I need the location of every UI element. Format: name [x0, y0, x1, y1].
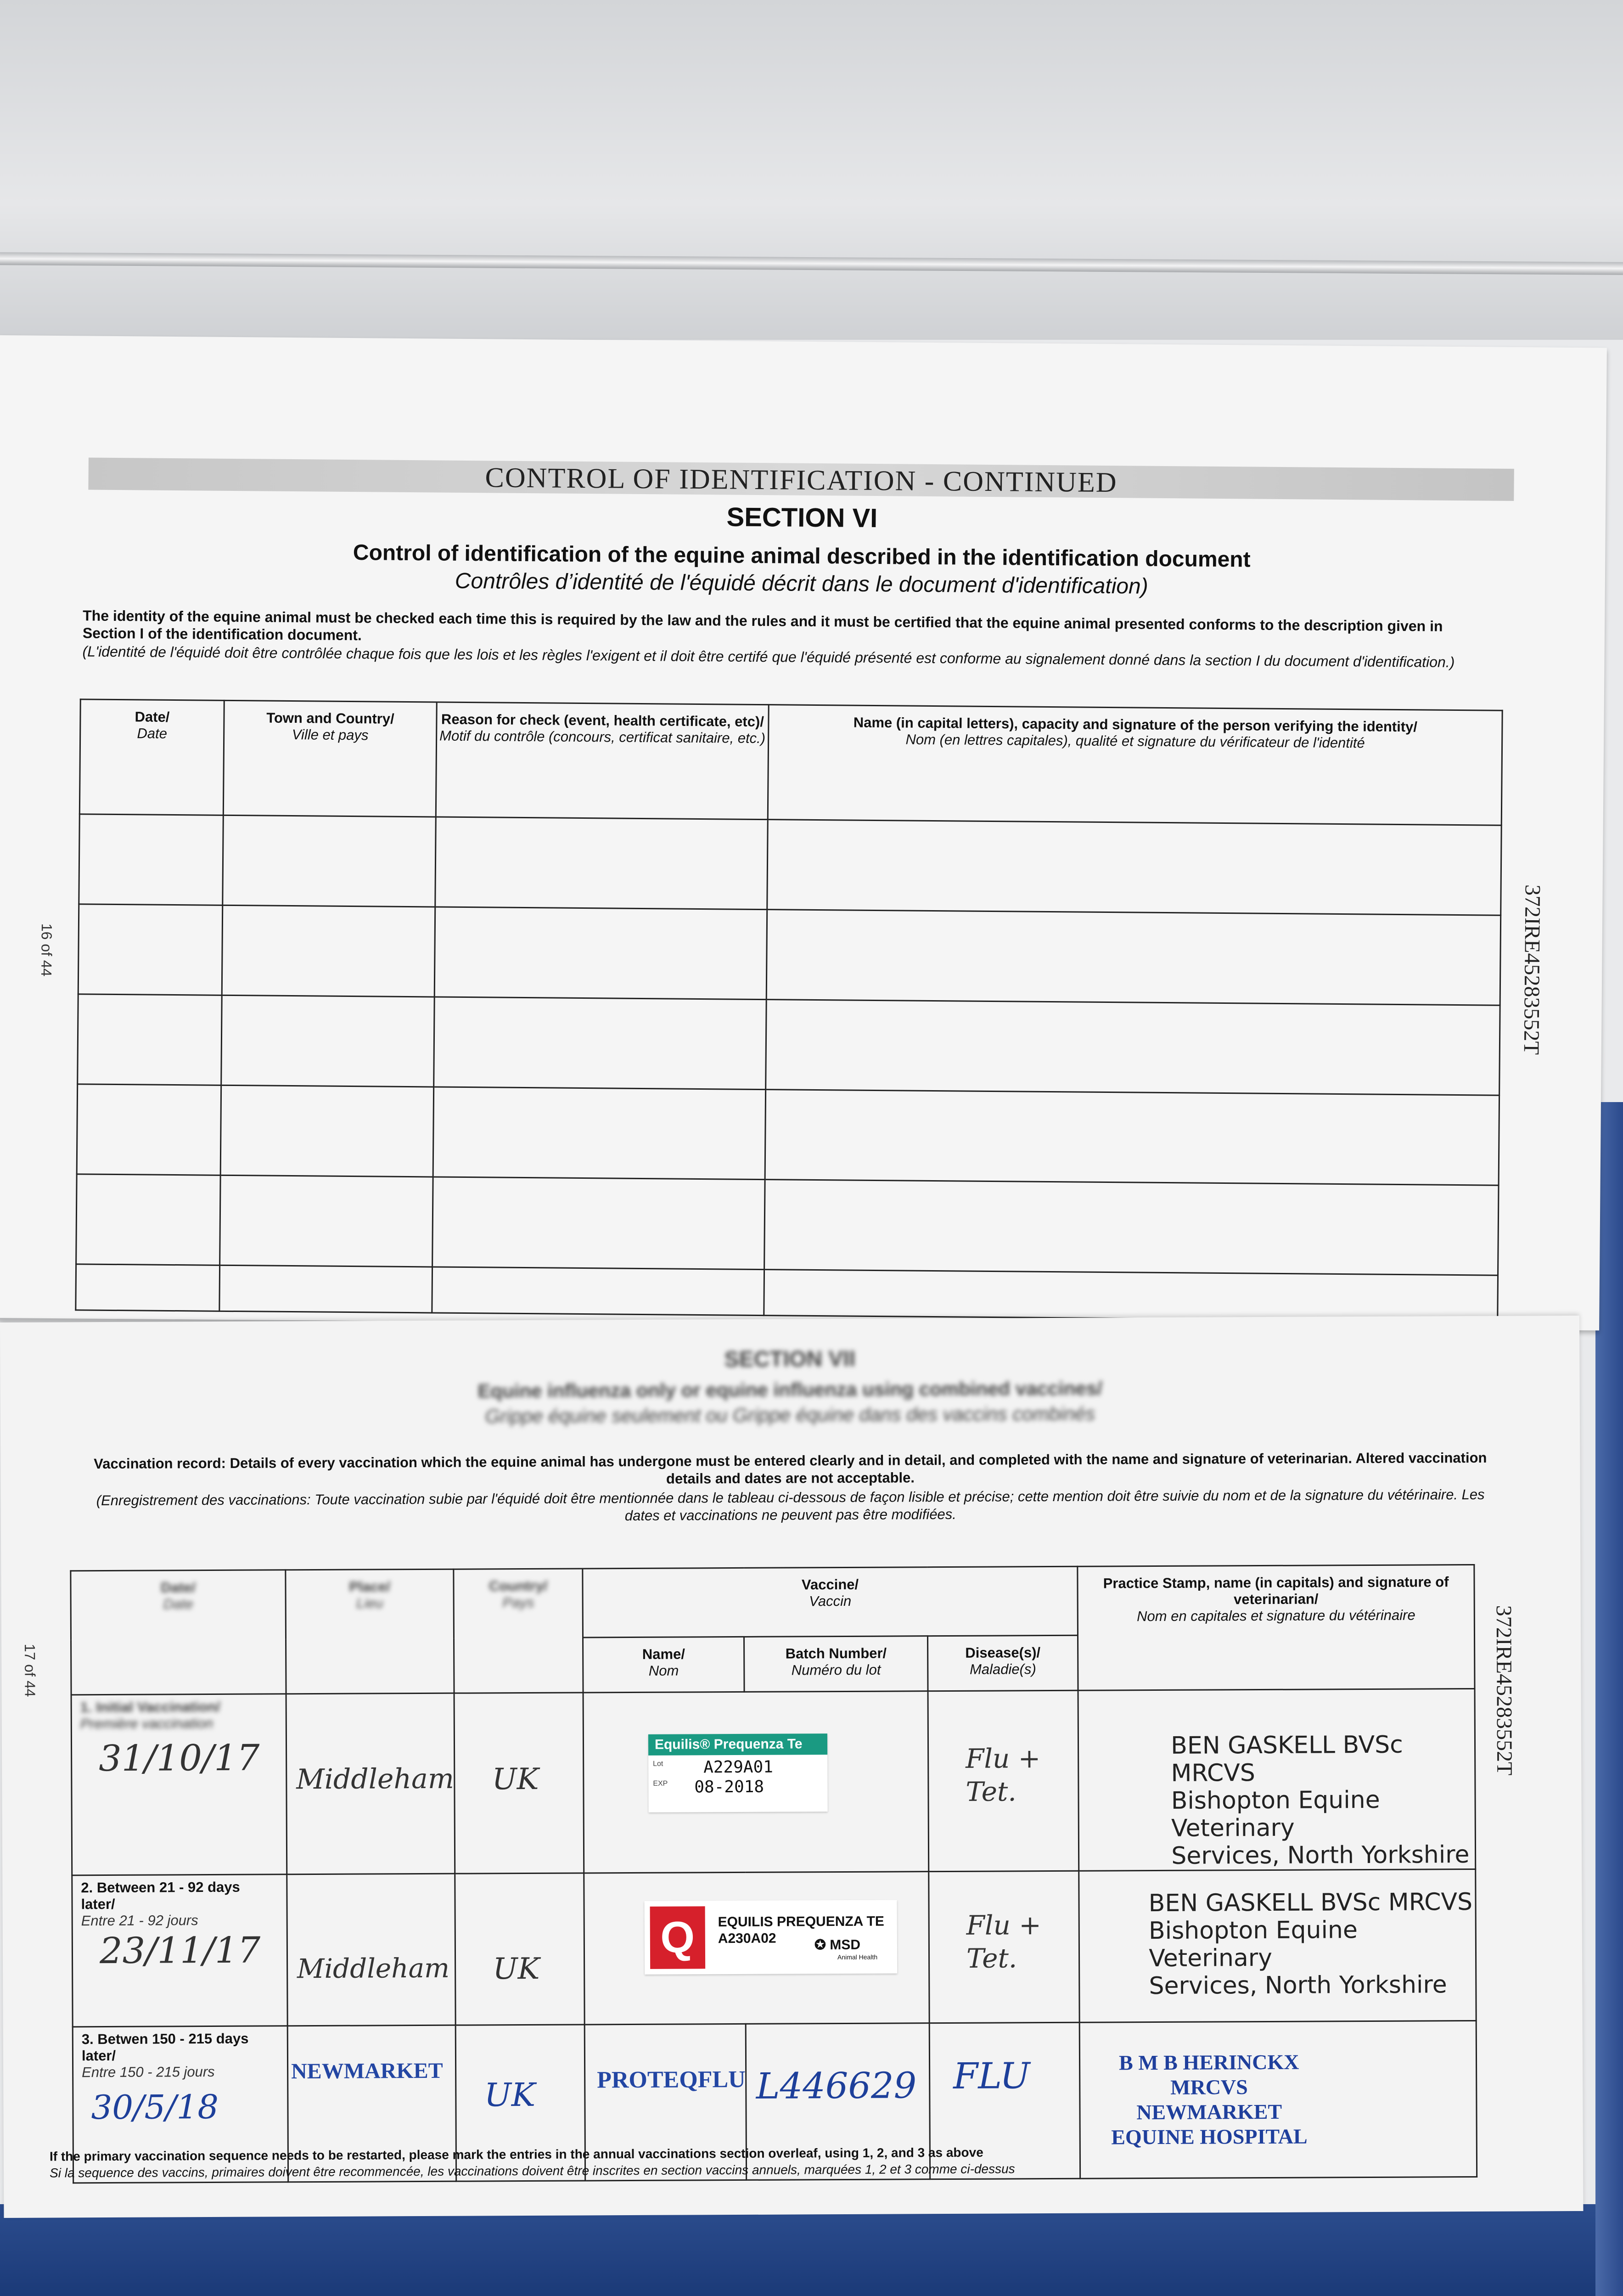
- table-row: [78, 904, 1500, 1005]
- intro-fr: (L'identité de l'équidé doit être contrôlée chaque fois que les lois et les règles l'exigent et il doit être certifé que l'équidé présenté est conforme au signalement donné dans la section I du document d'identification.): [82, 643, 1455, 670]
- header-disease: Disease(s)/ Maladie(s): [927, 1635, 1078, 1691]
- row-2-date: 23/11/17: [99, 1930, 261, 1972]
- header-vaccine-name: Name/ Nom: [583, 1637, 744, 1693]
- header-country: Country/ Pays: [454, 1569, 583, 1693]
- row-2-country: UK: [493, 1952, 540, 1986]
- sticker-maker: ✪ MSD: [814, 1937, 861, 1953]
- sticker-maker-sub: Animal Health: [837, 1953, 878, 1961]
- row-2-vaccine-cell: [584, 1872, 929, 2025]
- row-1-stamp-cell: [1078, 1688, 1476, 1871]
- row-2-place: Middleham: [297, 1952, 450, 1985]
- header-stamp: Practice Stamp, name (in capitals) and signature of veterinarian/ Nom en capitales et signature du vétérinaire: [1078, 1564, 1475, 1690]
- table-row: [79, 814, 1501, 915]
- vaccination-title-fr: Grippe équine seulement ou Grippe équine dans des vaccins combinés: [485, 1402, 1095, 1427]
- row-1-place-cell: [286, 1693, 455, 1874]
- page-17: [0, 1316, 1583, 2218]
- header-reason: Reason for check (event, health certificate, etc)/ Motif du contrôle (concours, certificat sanitaire, etc.): [436, 702, 769, 820]
- passport-number: 372IRE45283552T: [1491, 1605, 1517, 1776]
- row-3-place: NEWMARKET: [291, 2058, 443, 2084]
- vaccination-intro-fr: (Enregistrement des vaccinations: Toute vaccination subie par l'équidé doit être mentionnée dans le tableau ci-dessous de façon lisible et précise; cette mention doit être suivie du nom et de la signature du vétérinaire. Les dates et vaccinations ne peuvent pas être modifiées.: [96, 1486, 1485, 1524]
- row-3-batch: L446629: [756, 2065, 917, 2107]
- header-town-country: Town and Country/ Ville et pays: [223, 700, 437, 817]
- header-date: Date/ Date: [79, 699, 224, 815]
- row-3-disease: FLU: [953, 2055, 1030, 2097]
- row-2-disease: Flu + Tet.: [966, 1909, 1042, 1974]
- subtitle-en: Control of identification of the equine animal described in the identification document: [353, 540, 1251, 572]
- vaccination-title-en: Equine influenza only or equine influenza using combined vaccines/: [477, 1377, 1103, 1402]
- table-row: [78, 994, 1500, 1095]
- sticker-logo: Q: [650, 1906, 705, 1969]
- subtitle-fr: Contrôles d’identité de l'équidé décrit dans le document d'identification): [455, 568, 1148, 599]
- footnote-en: If the primary vaccination sequence needs to be restarted, please mark the entries in the annual vaccinations section overleaf, using 1, 2, and 3 as above: [49, 2145, 983, 2164]
- vaccine-sticker: [644, 1900, 897, 1974]
- page-number: 16 of 44: [38, 923, 55, 977]
- header-verifier: Name (in capital letters), capacity and signature of the person verifying the identity/ Nom (en lettres capitales), qualité et signature du vérificateur de l'identité: [768, 705, 1502, 826]
- table-row: [76, 1174, 1499, 1275]
- row-3-date: 30/5/18: [91, 2087, 219, 2127]
- identification-check-table: [75, 698, 1503, 1322]
- row-1-date-cell: 1. Initial Vaccination/ Première vaccination 31/10/17: [71, 1694, 287, 1875]
- row-2-country-cell: [455, 1873, 584, 2025]
- row-3-country: UK: [484, 2076, 536, 2114]
- row-1-country: UK: [492, 1762, 539, 1797]
- sticker-lot: A230A02: [718, 1930, 776, 1947]
- row-1-date: 31/10/17: [98, 1737, 260, 1780]
- stamp-practice: Bishopton Equine Veterinary: [1148, 1916, 1358, 1973]
- stamp-location: Services, North Yorkshire: [1149, 1971, 1447, 2000]
- stamp-vet-name: BEN GASKELL BVSc MRCVS: [1171, 1731, 1403, 1787]
- stamp-vet-name: B M B HERINCKX MRCVS: [1118, 2050, 1299, 2099]
- table-row: [77, 1084, 1499, 1185]
- row-2-place-cell: [287, 1874, 456, 2026]
- row-1-disease-cell: [928, 1690, 1079, 1871]
- intro-en: The identity of the equine animal must be checked each time this is required by the law and the rules and it must be certified that the equine animal presented conforms to the description given in Section I of the identification document.: [82, 607, 1443, 644]
- row-2-disease-cell: [929, 1871, 1080, 2023]
- cover-edge-right: [1595, 1102, 1623, 2296]
- row-2-date-cell: 2. Between 21 - 92 days later/ Entre 21 - 92 jours 23/11/17: [72, 1874, 287, 2027]
- page-banner: CONTROL OF IDENTIFICATION - CONTINUED: [88, 458, 1514, 501]
- row-2-stamp-cell: [1079, 1869, 1476, 2022]
- stamp-hospital: EQUINE HOSPITAL: [1111, 2124, 1308, 2149]
- row-1-vaccine-cell: [583, 1691, 929, 1873]
- vaccine-sticker: Equilis® Prequenza Te Lot A229A01 EXP 08-2018: [648, 1733, 828, 1812]
- row-3-date-cell: 3. Betwen 150 - 215 days later/ Entre 150 - 215 jours 30/5/18: [73, 2026, 288, 2183]
- vaccination-intro-en: Vaccination record: Details of every vaccination which the equine animal has undergone must be entered clearly and in detail, and completed with the name and signature of veterinarian. Altered vaccination details and dates are not acceptable.: [94, 1449, 1487, 1487]
- passport-number: 372IRE45283552T: [1519, 884, 1545, 1055]
- row-1-disease: Flu + Tet.: [965, 1743, 1041, 1807]
- cover-edge: [0, 2204, 1623, 2296]
- vaccination-section-title: SECTION VII: [724, 1346, 856, 1372]
- section-title: SECTION VI: [726, 502, 878, 534]
- sticker-brand: Equilis® Prequenza Te: [648, 1733, 827, 1756]
- vaccination-row-2: [72, 1869, 1476, 2026]
- row-1-place: Middleham: [296, 1762, 454, 1796]
- sticker-exp: 08-2018: [694, 1777, 764, 1797]
- stamp-location: Services, North Yorkshire: [1171, 1841, 1470, 1870]
- header-date: Date/ Date: [71, 1570, 286, 1695]
- header-vaccine: Vaccine/ Vaccin: [583, 1566, 1078, 1638]
- stamp-practice: Bishopton Equine Veterinary: [1171, 1786, 1380, 1842]
- sticker-brand: EQUILIS PREQUENZA TE: [718, 1913, 884, 1930]
- sticker-lot: A229A01: [703, 1757, 773, 1777]
- page-number: 17 of 44: [22, 1643, 39, 1697]
- page-16: [0, 335, 1607, 1330]
- scanner-background: [0, 0, 1623, 340]
- row-1-country-cell: [454, 1693, 584, 1874]
- stamp-town: NEWMARKET: [1136, 2099, 1282, 2124]
- stamp-vet-name: BEN GASKELL BVSc MRCVS: [1148, 1888, 1473, 1918]
- row-3-vaccine-name: PROTEQFLU: [596, 2066, 746, 2093]
- vaccination-row-1: [71, 1688, 1476, 1875]
- vaccination-table: [70, 1564, 1477, 2183]
- footnote-fr: Si la sequence des vaccins, primaires doivent être recommencée, les vaccinations doivent être inscrites en section vaccins annuels, marquées 1, 2 et 3 comme ci-dessus: [50, 2161, 1015, 2180]
- header-batch: Batch Number/ Numéro du lot: [744, 1636, 928, 1692]
- header-place: Place/ Lieu: [286, 1569, 455, 1694]
